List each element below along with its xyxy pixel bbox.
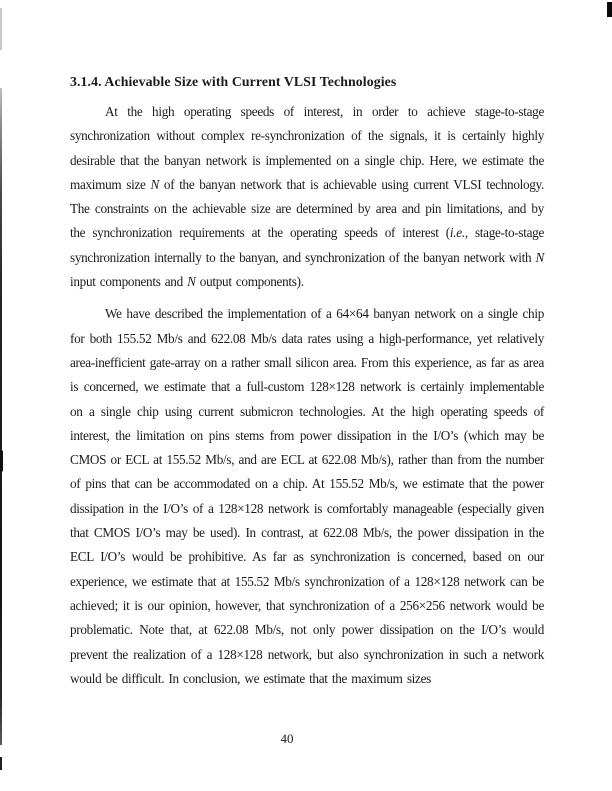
scan-blob-left-middle xyxy=(0,450,3,472)
paragraph: At the high operating speeds of interest, in order to achieve stage-to-stage synchronization without complex re-synchronization of the signals, it is certainly highly desirable that the banyan network is implemented on a single chip. Here, we estimate the maximum size N of the banyan network that is achievable using current VLSI technology. The constraints on the achievable size are determined by area and pin limitations, and by the synchronization requirements at the operating speeds of interest (i.e., stage-to-stage synchronization internally to the banyan, and synchronization of the banyan network with N input components and N output components). xyxy=(70,104,544,290)
scan-smudge-left-top xyxy=(0,8,2,50)
scan-line-left-edge xyxy=(0,88,2,745)
body-text xyxy=(70,100,544,691)
scan-mark-top-right xyxy=(607,2,612,17)
scan-blob-left-bottom xyxy=(0,757,2,770)
paragraph: We have described the implementation of a 64×64 banyan network on a single chip for both 155.52 Mb/s and 622.08 Mb/s data rates using a high-performance, yet relatively area-inefficient gate-array on a rather small silicon area. From this experience, as far as area is concerned, we estimate that a full-custom 128×128 network is certainly implementable on a single chip using current submicron technologies. At the high operating speeds of interest, the limitation on pins stems from power dissipation in the I/O’s (which may be CMOS or ECL at 155.52 Mb/s, and are ECL at 622.08 Mb/s), rather than from the number of pins that can be accommodated on a chip. At 155.52 Mb/s, we estimate that the power dissipation in the I/O’s of a 128×128 network is comfortably manageable (especially given that CMOS I/O’s may be used). In contrast, at 622.08 Mb/s, the power dissipation in the ECL I/O’s would be prohibitive. As far as synchronization is concerned, based on our experience, we estimate that at 155.52 Mb/s synchronization of a 128×128 network can be achieved; it is our opinion, however, that synchronization of a 256×256 network would be problematic. Note that, at 622.08 Mb/s, not only power dissipation on the I/O’s would prevent the realization of a 128×128 network, but also synchronization in such a network would be difficult. In conclusion, we estimate that the maximum sizes xyxy=(70,306,544,686)
page-number: 40 xyxy=(280,731,294,746)
section-heading: 3.1.4. Achievable Size with Current VLSI Technologies xyxy=(70,74,397,89)
